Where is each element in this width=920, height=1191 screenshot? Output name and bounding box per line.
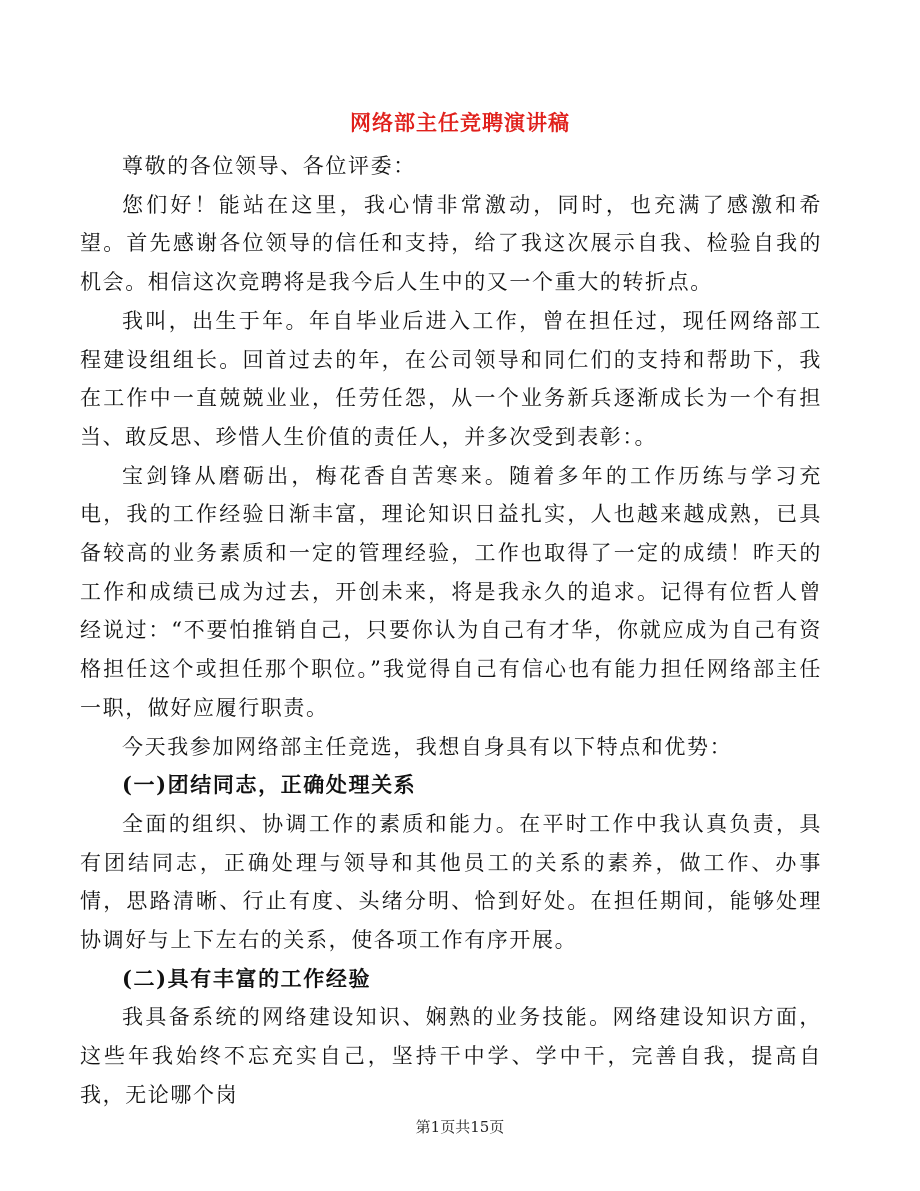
section-heading-1: (一)团结同志，正确处理关系 <box>122 772 417 798</box>
page-number-footer: 第1页共15页 <box>415 1118 505 1136</box>
section-heading-2: (二)具有丰富的工作经验 <box>122 965 372 991</box>
greeting-paragraph: 您们好！能站在这里，我心情非常激动，同时，也充满了感激和希望。首先感谢各位领导的信任和支持，给了我这次展示自我、检验自我的机会。相信这次竞聘将是我今后人生中的又一个重大的转折点。 <box>80 192 822 295</box>
document-body <box>80 147 822 1115</box>
section-1-paragraph: 全面的组织、协调工作的素质和能力。在平时工作中我认真负责，具有团结同志，正确处理与领导和其他员工的关系的素养，做工作、办事情，思路清晰、行止有度、头绪分明、恰到好处。在担任期间，能够处理协调好与上下左右的关系，使各项工作有序开展。 <box>80 811 822 953</box>
experience-paragraph: 宝剑锋从磨砺出，梅花香自苦寒来。随着多年的工作历练与学习充电，我的工作经验日渐丰富，理论知识日益扎实，人也越来越成熟，已具备较高的业务素质和一定的管理经验，工作也取得了一定的成绩！昨天的工作和成绩已成为过去，开创未来，将是我永久的追求。记得有位哲人曾经说过：“不要怕推销自己，只要你认为自己有才华，你就应成为自己有资格担任这个或担任那个职位。”我觉得自己有信心也有能力担任网络部主任一职，做好应履行职责。 <box>80 463 822 720</box>
section-2-paragraph: 我具备系统的网络建设知识、娴熟的业务技能。网络建设知识方面，这些年我始终不忘充实自己，坚持干中学、学中干，完善自我，提高自我，无论哪个岗 <box>80 1005 822 1107</box>
document-title: 网络部主任竞聘演讲稿 <box>350 110 570 135</box>
introduction-paragraph: 我叫，出生于年。年自毕业后进入工作，曾在担任过，现任网络部工程建设组组长。回首过去的年，在公司领导和同仁们的支持和帮助下，我在工作中一直兢兢业业，任劳任怨，从一个业务新兵逐渐成长为一个有担当、敢反思、珍惜人生价值的责任人，并多次受到表彰：。 <box>80 308 822 449</box>
strengths-intro-paragraph: 今天我参加网络部主任竞选，我想自身具有以下特点和优势： <box>122 734 733 759</box>
salutation-paragraph: 尊敬的各位领导、各位评委： <box>122 154 416 178</box>
